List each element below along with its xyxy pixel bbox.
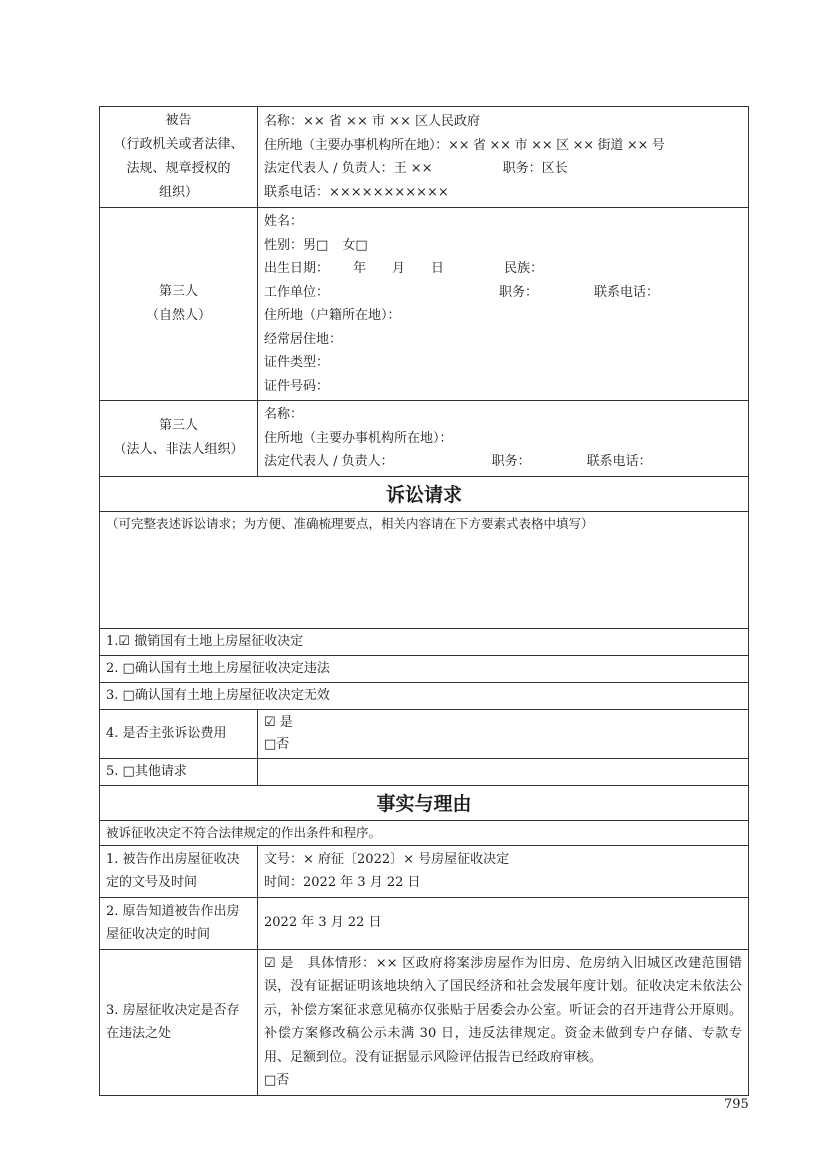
claim-fee-row (100, 709, 749, 758)
claims-heading: 诉讼请求 (100, 476, 749, 511)
third-legal-label-line: （法人、非法人组织） (113, 442, 244, 458)
third-natural-info-cell (258, 208, 749, 401)
fee-no-checkbox[interactable]: □否 (264, 736, 290, 752)
claim-item-checkbox[interactable]: □ (122, 687, 135, 703)
defendant-label-line: 被告 (165, 113, 192, 128)
claim-item-checkbox[interactable]: □ (122, 660, 135, 676)
third-natural-label-line: 第三人 (158, 284, 198, 299)
fact-q2-label: 2. 原告知道被告作出房屋征收决定的时间 (100, 897, 258, 949)
defendant-row (100, 107, 749, 208)
third-legal-label-line: 第三人 (158, 418, 198, 434)
third-natural-address: 住所地（户籍所在地）： (264, 308, 401, 323)
claim-item-prefix: 3. (106, 687, 123, 703)
defendant-rep: 法定代表人 / 负责人：王 ×× (264, 161, 433, 176)
claim-item-text: 确认国有土地上房屋征收决定无效 (134, 687, 330, 703)
fact-q1-doc: 文号：× 府征〔2022〕× 号房屋征收决定 (264, 851, 510, 867)
claim-other-row (100, 758, 749, 785)
third-natural-gender-line (264, 234, 742, 258)
third-natural-label-cell (100, 208, 258, 401)
claim-item-row (100, 682, 749, 709)
facts-intro: 被诉征收决定不符合法律规定的作出条件和程序。 (100, 820, 749, 845)
claim-item-2 (100, 655, 749, 682)
third-natural-id-no: 证件号码： (264, 378, 330, 394)
defendant-info-cell (258, 107, 749, 208)
fact-q1-row (100, 845, 749, 897)
third-legal-label-cell (100, 401, 258, 477)
third-legal-rep-line (264, 450, 742, 474)
phone-label: 联系电话： (594, 284, 660, 300)
position-label: 职务： (499, 284, 539, 300)
third-legal-address: 住所地（主要办事机构所在地）： (264, 430, 453, 446)
claims-note-row (100, 511, 749, 628)
fact-q3-value (258, 949, 749, 1095)
fee-yes-checkbox[interactable]: ☑ 是 (264, 714, 293, 730)
fact-q3-no-checkbox[interactable]: □否 (264, 1073, 290, 1088)
birth-day: 日 (431, 261, 445, 276)
fact-q3-label: 3. 房屋征收决定是否存在违法之处 (100, 949, 258, 1095)
work-label: 工作单位： (264, 284, 330, 300)
birth-month: 月 (392, 261, 406, 276)
claim-item-checkbox[interactable]: ☑ (118, 633, 131, 649)
fact-q3-row (100, 949, 749, 1095)
third-natural-name: 姓名： (264, 214, 304, 229)
birth-label: 出生日期： (264, 261, 330, 276)
legal-rep-label: 法定代表人 / 负责人： (264, 454, 394, 469)
female-checkbox[interactable]: □ (355, 237, 368, 253)
claim-other-value (258, 758, 749, 785)
facts-heading: 事实与理由 (100, 785, 749, 820)
third-legal-info-cell (258, 401, 749, 477)
defendant-address: 住所地（主要办事机构所在地）：×× 省 ×× 市 ×× 区 ×× 街道 ×× 号 (264, 137, 665, 153)
claim-item-prefix: 2. (106, 660, 123, 676)
claim-item-prefix: 1. (106, 633, 119, 649)
gender-label: 性别：男 (264, 237, 317, 253)
defendant-phone: 联系电话：××××××××××× (264, 184, 449, 200)
defendant-rep-line (264, 157, 742, 181)
fact-q2-row (100, 897, 749, 949)
claim-item-3 (100, 682, 749, 709)
fact-q2-value: 2022 年 3 月 22 日 (258, 897, 749, 949)
third-natural-work-line (264, 281, 742, 305)
third-natural-label-line: （自然人） (145, 308, 211, 323)
claim-item-text: 撤销国有土地上房屋征收决定 (130, 633, 304, 649)
fact-q1-time: 时间：2022 年 3 月 22 日 (264, 875, 421, 890)
claim-fee-label: 4. 是否主张诉讼费用 (100, 709, 258, 758)
legal-phone-label: 联系电话： (586, 454, 652, 469)
male-checkbox[interactable]: □ (316, 237, 329, 253)
third-party-legal-row (100, 401, 749, 477)
complaint-form-table (99, 106, 749, 1096)
claim-item-row (100, 628, 749, 655)
defendant-title: 职务：区长 (502, 161, 568, 176)
third-legal-name: 名称： (264, 407, 304, 422)
page-number: 795 (724, 1097, 749, 1112)
defendant-label-cell (100, 107, 258, 208)
claim-other-label[interactable]: 5. □其他请求 (100, 758, 258, 785)
claim-item-row (100, 655, 749, 682)
defendant-label-line: （行政机关或者法律、 (113, 137, 244, 152)
third-natural-residence: 经常居住地： (264, 331, 343, 347)
claim-fee-options (258, 709, 749, 758)
facts-heading-row (100, 785, 749, 820)
claim-item-1 (100, 628, 749, 655)
facts-intro-row (100, 820, 749, 845)
legal-position-label: 职务： (491, 454, 531, 469)
fact-q1-label: 1. 被告作出房屋征收决定的文号及时间 (100, 845, 258, 897)
defendant-name: 名称：×× 省 ×× 市 ×× 区人民政府 (264, 114, 481, 129)
defendant-label-line: 组织） (158, 185, 198, 200)
claims-heading-row (100, 476, 749, 511)
claims-note: （可完整表述诉讼请求；为方便、准确梳理要点，相关内容请在下方要素式表格中填写） (100, 511, 749, 628)
gender-female-label: 女 (342, 237, 356, 253)
third-natural-birth-line (264, 257, 742, 281)
third-natural-id-type: 证件类型： (264, 355, 330, 370)
fact-q1-value (258, 845, 749, 897)
fact-q3-yes-text: ☑ 是 具体情形：×× 区政府将案涉房屋作为旧房、危房纳入旧城区改建范围错误，没有证据证明该地块纳入了国民经济和社会发展年度计划。征收决定未依法公示，补偿方案征求意见稿亦仅张贴于居委会办公室。听证会的召开违背公开原则。补偿方案修改稿公示未满 30 日，违反法律规定。资金未做到专户存储、专款专用、足额到位。没有证据显示风险评估报告已经政府审核。 (264, 955, 742, 1065)
third-party-natural-row (100, 208, 749, 401)
birth-year: 年 (353, 261, 367, 276)
defendant-label-line: 法规、规章授权的 (126, 161, 231, 176)
ethnic-label: 民族： (504, 261, 544, 276)
claim-item-text: 确认国有土地上房屋征收决定违法 (134, 660, 330, 676)
